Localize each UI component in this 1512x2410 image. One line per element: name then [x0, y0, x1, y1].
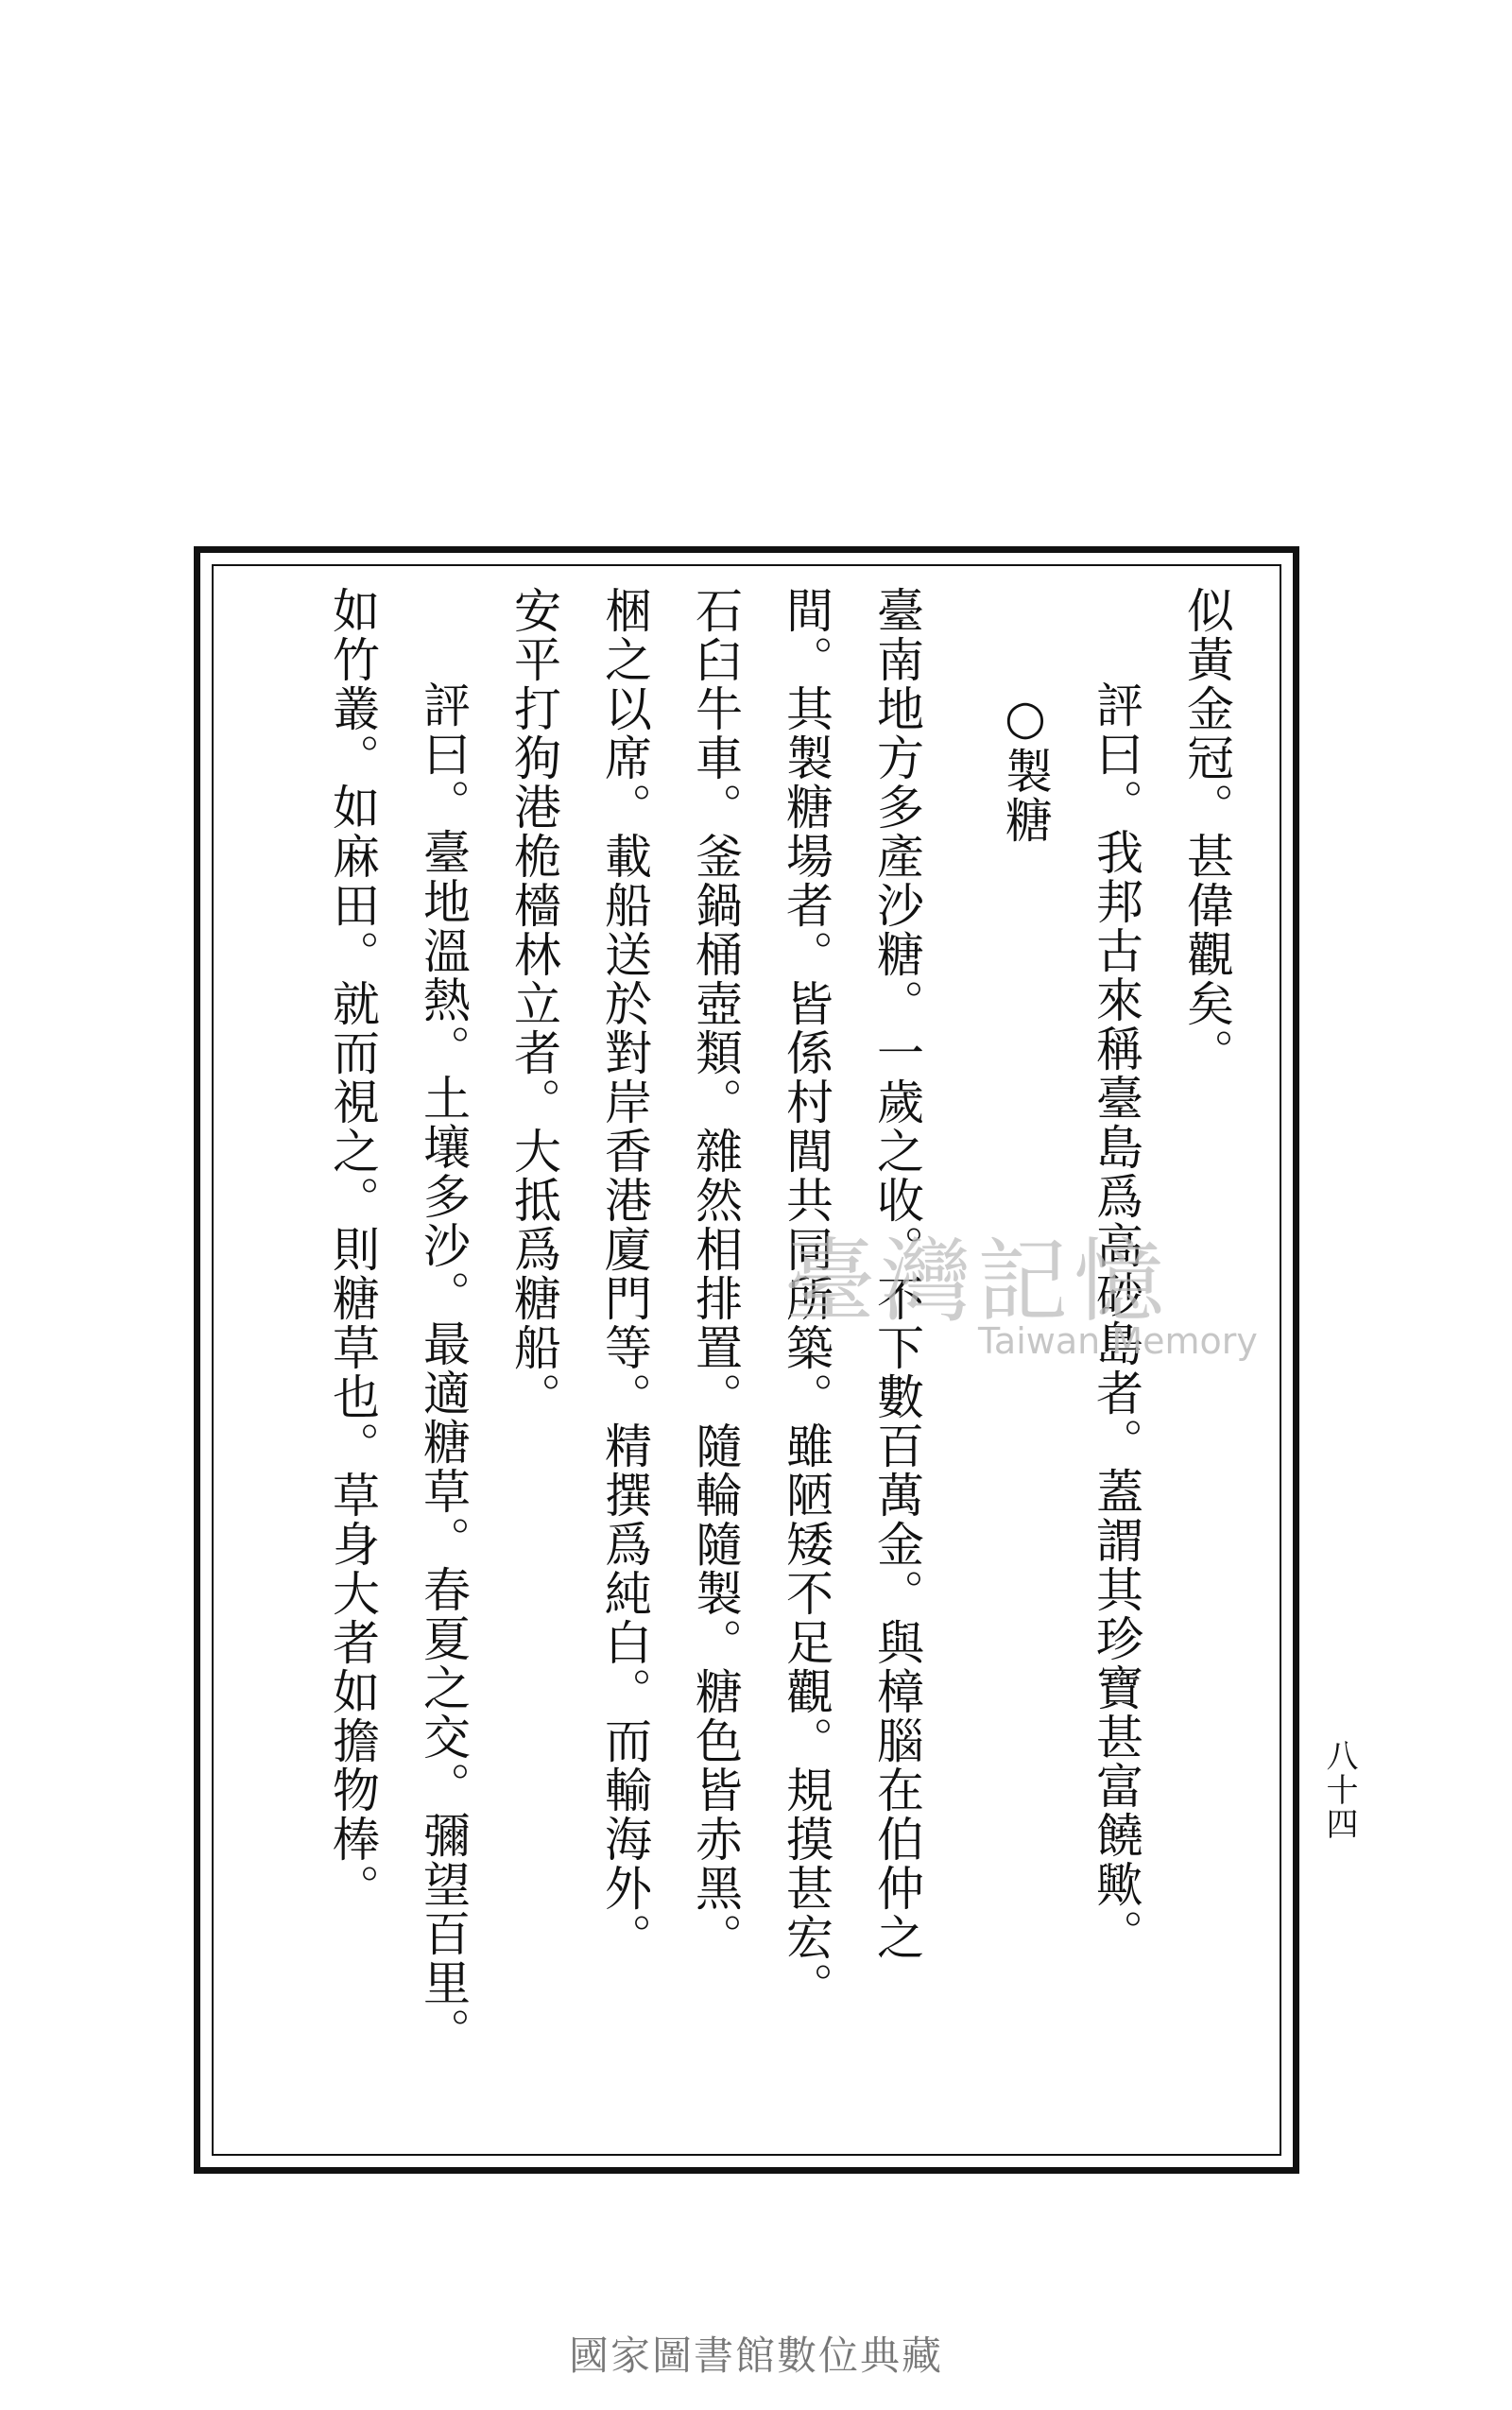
text-line-5: 間。其製糖場者。皆係村閭共同所築。雖陋矮不足觀。規摸甚宏。: [779, 586, 833, 2011]
text-line-6: 石臼牛車。釜鍋桶壺類。雜然相排置。隨輪隨製。糖色皆赤黑。: [688, 586, 743, 1962]
watermark-chinese: 臺灣記憶: [784, 1229, 1170, 1334]
text-line-4: 臺南地方多產沙糖。一歲之收。不下數百萬金。與樟腦在伯仲之: [869, 586, 924, 1962]
text-line-2: 評曰。我邦古來稱臺島爲高砂島者。蓋謂其珍寶甚富饒歟。: [1089, 680, 1143, 1958]
text-line-8: 安平打狗港桅檣林立者。大抵爲糖船。: [507, 586, 561, 1421]
watermark: [784, 1210, 1276, 1362]
page-number: 八十四: [1320, 1739, 1358, 1841]
footer-credit: 國家圖書館數位典藏: [568, 2333, 943, 2379]
text-line-10: 如竹叢。如麻田。就而視之。則糖草也。草身大者如擔物棒。: [325, 586, 380, 1913]
text-line-1: 似黃金冠。甚偉觀矣。: [1179, 586, 1234, 1077]
section-heading: ○製糖: [998, 690, 1053, 845]
text-line-7: 梱之以席。載船送於對岸香港廈門等。精撰爲純白。而輸海外。: [597, 586, 652, 1962]
text-line-9: 評曰。臺地溫熱。土壤多沙。最適糖草。春夏之交。彌望百里。: [416, 680, 471, 2057]
watermark-english: Taiwan Memory: [978, 1320, 1258, 1362]
